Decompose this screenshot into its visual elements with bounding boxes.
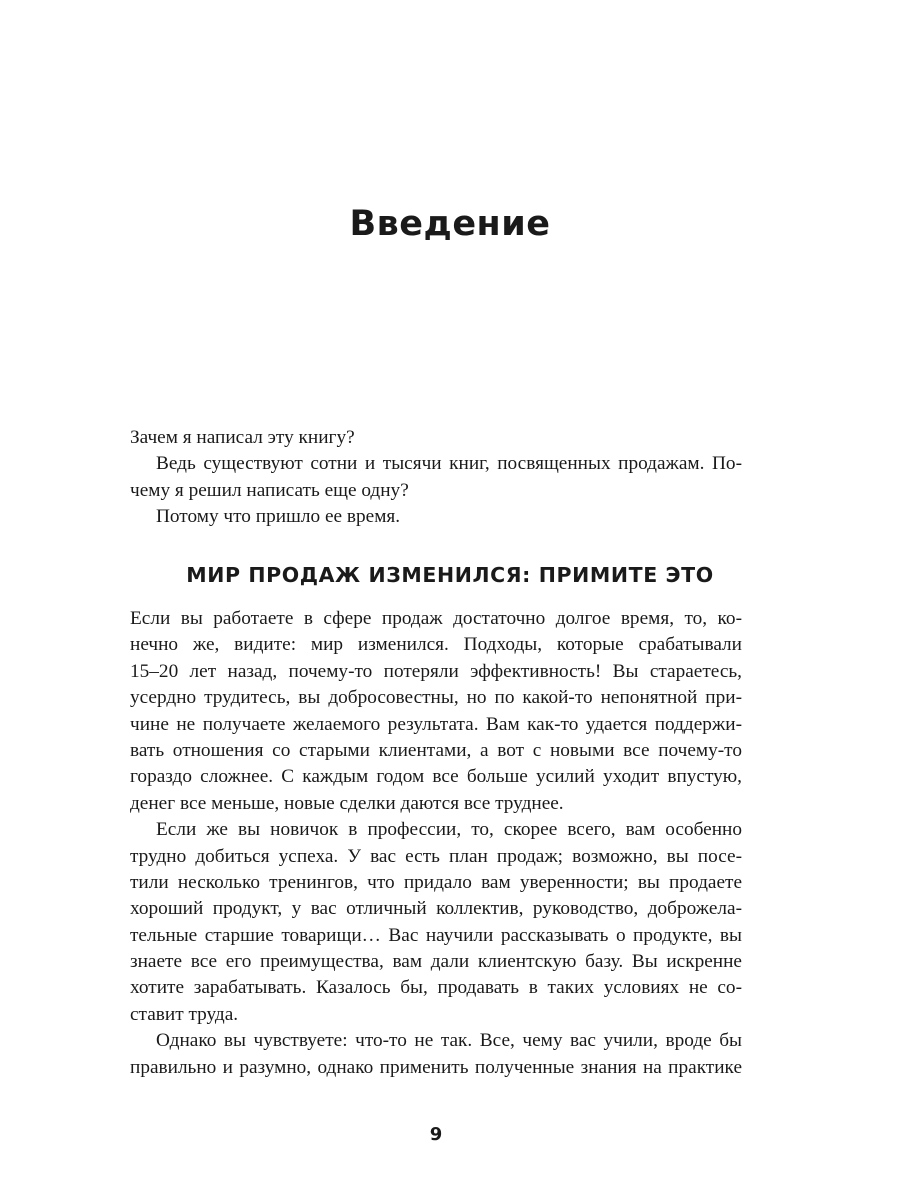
page-number: 9 bbox=[429, 1124, 443, 1145]
body-line: правильно и разумно, однако применить полученные знания на практике bbox=[130, 1056, 742, 1078]
intro-line: чему я решил написать еще одну? bbox=[130, 479, 409, 501]
body-line: 15–20 лет назад, почему-то потеряли эффективность! Вы стараетесь, bbox=[130, 660, 742, 682]
body-line: ставит труда. bbox=[130, 1003, 239, 1025]
body-line: трудно добиться успеха. У вас есть план продаж; возможно, вы посе- bbox=[130, 845, 742, 867]
body-line: знаете все его преимущества, вам дали клиентскую базу. Вы искренне bbox=[130, 951, 742, 973]
intro-line: Ведь существуют сотни и тысячи книг, посвященных продажам. По- bbox=[156, 453, 742, 475]
body-line: вать отношения со старыми клиентами, а вот с новыми все почему-то bbox=[130, 739, 742, 761]
body-line: нечно же, видите: мир изменился. Подходы, которые срабатывали bbox=[130, 634, 742, 656]
body-paragraphs bbox=[130, 606, 742, 1081]
body-line: Если вы работаете в сфере продаж достаточно долгое время, то, ко- bbox=[130, 608, 742, 629]
body-line: хотите зарабатывать. Казалось бы, продавать в таких условиях не со- bbox=[130, 977, 742, 999]
body-line: денег все меньше, новые сделки даются все труднее. bbox=[130, 792, 564, 814]
body-line: Если же вы новичок в профессии, то, скорее всего, вам особенно bbox=[156, 819, 742, 841]
body-line: тили несколько тренингов, что придало вам уверенности; вы продаете bbox=[130, 871, 742, 893]
body-line: гораздо сложнее. С каждым годом все больше усилий уходит впустую, bbox=[130, 766, 742, 788]
intro-paragraphs bbox=[130, 425, 742, 531]
body-line: усердно трудитесь, вы добросовестны, но по какой-то непонятной при- bbox=[130, 687, 742, 709]
intro-line: Потому что пришло ее время. bbox=[156, 506, 401, 528]
body-line: хороший продукт, у вас отличный коллектив, руководство, доброжела- bbox=[130, 898, 742, 920]
body-line: Однако вы чувствуете: что-то не так. Все, чему вас учили, вроде бы bbox=[156, 1030, 742, 1052]
section-heading: МИР ПРОДАЖ ИЗМЕНИЛСЯ: ПРИМИТЕ ЭТО bbox=[186, 563, 714, 587]
body-line: чине не получаете желаемого результата. Вам как-то удается поддержи- bbox=[130, 713, 742, 735]
body-line: тельные старшие товарищи… Вас научили рассказывать о продукте, вы bbox=[130, 924, 742, 946]
chapter-title: Введение bbox=[349, 204, 551, 244]
intro-line: Зачем я написал эту книгу? bbox=[130, 427, 355, 448]
